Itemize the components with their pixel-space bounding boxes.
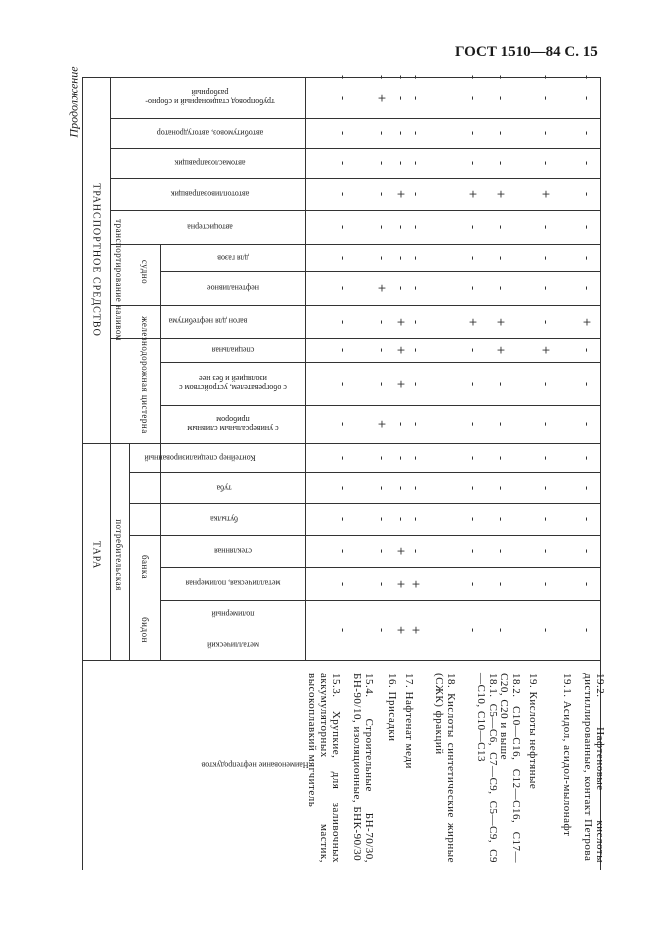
column-separator: [129, 503, 600, 504]
column-separator: [110, 244, 600, 245]
column-separator: [110, 338, 600, 339]
column-separator: [160, 600, 600, 601]
column-separator: [82, 443, 600, 444]
column-separator: [129, 472, 600, 473]
column-separator: [110, 305, 600, 306]
column-separator: [110, 148, 600, 149]
column-separator: [110, 118, 600, 119]
column-separator: [110, 210, 600, 211]
column-separator: [160, 567, 600, 568]
group-separator: [110, 77, 111, 660]
subgroup-separator: [160, 535, 161, 660]
content-separator: [305, 77, 306, 660]
column-separator: [160, 405, 600, 406]
column-separator: [160, 271, 600, 272]
page-header: ГОСТ 1510—84 С. 15: [455, 44, 598, 60]
column-separator: [110, 178, 600, 179]
subgroup-separator: [129, 443, 130, 660]
column-separator: [129, 535, 600, 536]
column-separator: [110, 660, 600, 661]
column-separator: [160, 362, 600, 363]
table-border-left: [82, 77, 83, 870]
